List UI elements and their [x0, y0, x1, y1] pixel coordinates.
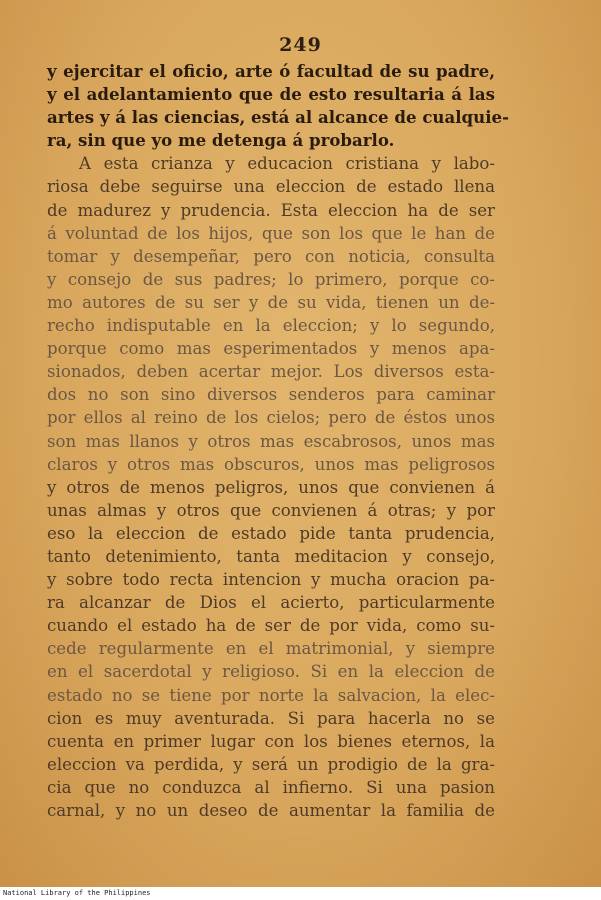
- body-text: [47, 60, 509, 822]
- text-line: eleccion va perdida, y será un prodigio de la gra-: [47, 754, 495, 774]
- text-line: cion es muy aventurada. Si para hacerla no se: [47, 708, 495, 728]
- text-line: tanto detenimiento, tanta meditacion y consejo,: [47, 546, 495, 566]
- text-line: por ellos al reino de los cielos; pero de éstos unos: [47, 408, 495, 428]
- text-line: y el adelantamiento que de esto resultaria á las: [47, 84, 495, 105]
- text-line: unas almas y otros que convienen á otras; y por: [47, 500, 495, 520]
- text-line: eso la eleccion de estado pide tanta prudencia,: [47, 523, 495, 543]
- text-line: carnal, y no un deseo de aumentar la familia de: [47, 801, 495, 820]
- library-credit: National Library of the Philippines: [3, 889, 151, 897]
- text-line: ra alcanzar de Dios el acierto, particularmente: [47, 593, 495, 613]
- text-line: estado no se tiene por norte la salvacion, la elec-: [47, 685, 495, 705]
- text-line: de madurez y prudencia. Esta eleccion ha de ser: [47, 200, 495, 220]
- text-line: tomar y desempeñar, pero con noticia, consulta: [47, 246, 495, 266]
- text-line: dos no son sino diversos senderos para caminar: [47, 385, 495, 405]
- text-line: ra, sin que yo me detenga á probarlo.: [47, 130, 395, 151]
- text-line: y ejercitar el oficio, arte ó facultad de su padre,: [47, 61, 495, 81]
- text-line: riosa debe seguirse una eleccion de estado llena: [47, 177, 495, 197]
- text-line: porque como mas esperimentados y menos apa-: [47, 339, 495, 359]
- text-line: recho indisputable en la eleccion; y lo segundo,: [47, 316, 495, 336]
- text-line: cede regularmente en el matrimonial, y siempre: [47, 639, 495, 659]
- text-line: sionados, deben acertar mejor. Los diversos esta-: [47, 362, 495, 382]
- text-line: y otros de menos peligros, unos que convienen á: [47, 477, 495, 497]
- text-line: cia que no conduzca al infierno. Si una pasion: [47, 777, 495, 797]
- page-number: 249: [279, 34, 322, 56]
- text-line: son mas llanos y otros mas escabrosos, unos mas: [47, 431, 495, 451]
- text-line: y sobre todo recta intencion y mucha oracion pa-: [47, 570, 495, 590]
- text-line: á voluntad de los hijos, que son los que le han de: [47, 223, 495, 243]
- text-line: cuenta en primer lugar con los bienes eternos, la: [47, 731, 495, 751]
- text-line: A esta crianza y educacion cristiana y labo-: [79, 154, 495, 174]
- text-line: claros y otros mas obscuros, unos mas peligrosos: [47, 454, 495, 474]
- text-line: artes y á las ciencias, está al alcance de cualquie-: [47, 107, 509, 128]
- text-line: en el sacerdotal y religioso. Si en la eleccion de: [47, 662, 495, 682]
- text-line: mo autores de su ser y de su vida, tienen un de-: [47, 292, 495, 312]
- text-line: y consejo de sus padres; lo primero, porque co-: [47, 269, 495, 289]
- text-line: cuando el estado ha de ser de por vida, como su-: [47, 616, 495, 636]
